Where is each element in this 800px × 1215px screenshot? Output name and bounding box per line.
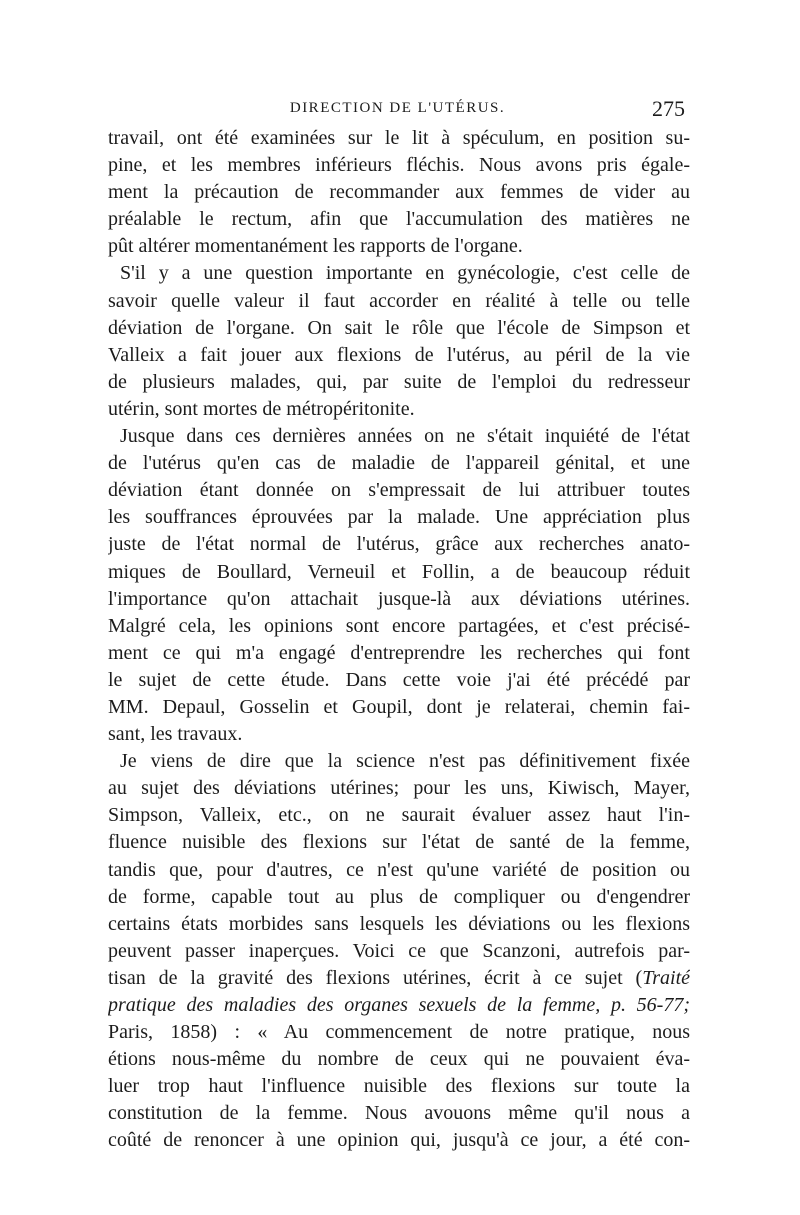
text-line: miques de Boullard, Verneuil et Follin, a de beaucoup réduit — [108, 560, 690, 583]
text-line: déviation étant donnée on s'empressait de lui attribuer toutes — [108, 479, 690, 502]
text-line: Jusque dans ces dernières années on ne s'était inquiété de l'état — [120, 425, 690, 448]
text-line: sant, les travaux. — [108, 723, 243, 746]
italic-title-continued: pratique des maladies des organes sexuels de la femme, p. 56-77; — [108, 994, 690, 1016]
text-line: au sujet des déviations utérines; pour les uns, Kiwisch, Mayer, — [108, 777, 690, 800]
text-line: le sujet de cette étude. Dans cette voie j'ai été précédé par — [108, 668, 690, 691]
text-line: Paris, 1858) : « Au commencement de notre pratique, nous — [108, 1021, 690, 1044]
text-line: fluence nuisible des flexions sur l'état de santé de la femme, — [108, 831, 690, 854]
text-line: Malgré cela, les opinions sont encore partagées, et c'est précisé- — [108, 614, 690, 637]
italic-title: Traité — [642, 966, 690, 989]
text-line: constitution de la femme. Nous avouons même qu'il nous a — [108, 1102, 690, 1125]
text-line: utérin, sont mortes de métropéritonite. — [108, 397, 415, 420]
text-line — [108, 965, 690, 992]
text-line — [108, 992, 690, 1019]
text-line: pine, et les membres inférieurs fléchis. Nous avons pris égale- — [108, 154, 690, 177]
text-line-segment: tisan de la gravité des flexions utérines, écrit à ce sujet ( — [108, 966, 643, 989]
text-line: de plusieurs malades, qui, par suite de l'emploi du redresseur — [108, 370, 690, 393]
text-line: certains états morbides sans lesquels les déviations ou les flexions — [108, 912, 690, 935]
text-line: savoir quelle valeur il faut accorder en réalité à telle ou telle — [108, 289, 690, 312]
text-line: peuvent passer inaperçues. Voici ce que Scanzoni, autrefois par- — [108, 939, 690, 962]
page-number: 275 — [652, 96, 685, 121]
text-line: Valleix a fait jouer aux flexions de l'utérus, au péril de la vie — [108, 343, 690, 366]
body-text — [108, 125, 690, 1155]
text-line: l'importance qu'on attachait jusque-là aux déviations utérines. — [108, 587, 690, 610]
text-line: étions nous-même du nombre de ceux qui ne pouvaient éva- — [108, 1048, 690, 1071]
text-line: Je viens de dire que la science n'est pas définitivement fixée — [120, 750, 690, 773]
text-line: préalable le rectum, afin que l'accumulation des matières ne — [108, 208, 690, 231]
text-line: pût altérer momentanément les rapports de l'organe. — [108, 235, 523, 258]
text-line: travail, ont été examinées sur le lit à spéculum, en position su- — [108, 127, 690, 149]
text-line: tandis que, pour d'autres, ce n'est qu'une variété de position ou — [108, 858, 690, 881]
text-line: de forme, capable tout au plus de compliquer ou d'engendrer — [108, 885, 690, 908]
text-line: déviation de l'organe. On sait le rôle que l'école de Simpson et — [108, 316, 690, 339]
text-line: S'il y a une question importante en gynécologie, c'est celle de — [120, 262, 690, 285]
text-line: juste de l'état normal de l'utérus, grâce aux recherches anato- — [108, 533, 690, 556]
text-line: luer trop haut l'influence nuisible des flexions sur toute la — [108, 1075, 690, 1098]
text-line: ment la précaution de recommander aux femmes de vider au — [108, 181, 690, 204]
text-line: les souffrances éprouvées par la malade. Une appréciation plus — [108, 506, 690, 529]
text-line: MM. Depaul, Gosselin et Goupil, dont je relaterai, chemin fai- — [108, 695, 690, 718]
page-header — [110, 96, 685, 126]
running-head: DIRECTION DE L'UTÉRUS. — [289, 100, 506, 116]
text-line: ment ce qui m'a engagé d'entreprendre les recherches qui font — [108, 641, 690, 664]
text-line: Simpson, Valleix, etc., on ne saurait évaluer assez haut l'in- — [108, 804, 690, 827]
text-line: coûté de renoncer à une opinion qui, jusqu'à ce jour, a été con- — [108, 1129, 690, 1152]
text-line: de l'utérus qu'en cas de maladie de l'appareil génital, et une — [108, 452, 690, 475]
